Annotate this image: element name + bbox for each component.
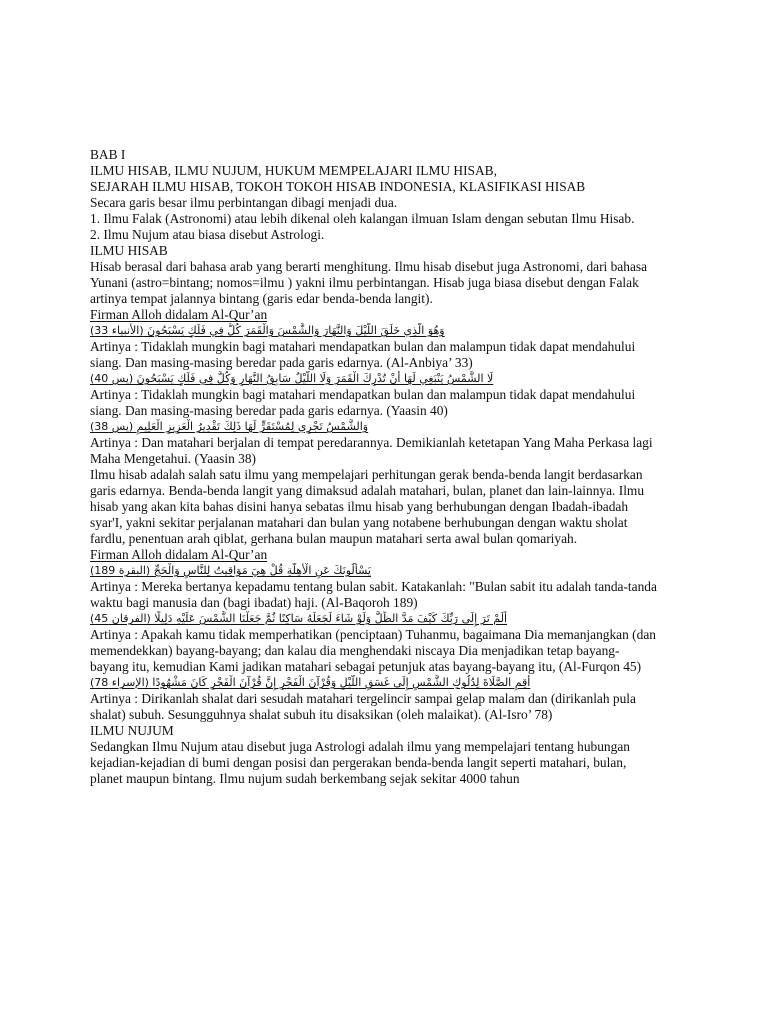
verse-translation: Artinya : Dirikanlah shalat dari sesudah matahari tergelincir sampai gelap malam dan (dirikanlah pula shalat) subuh. Sesungguhnya shalat subuh itu disaksikan (oleh malaikat). (Al-Isro’ 78) [90,691,636,722]
firman-heading: Firman Alloh didalam Al-Qur’an [90,307,268,322]
hisab-paragraph: Ilmu hisab adalah salah satu ilmu yang mempelajari perhitungan gerak benda-benda langit berdasarkan garis edarnya. Benda-benda langit yang dimaksud adalah matahari, bulan, planet dan lain-lainnya. Ilmu hisab yang akan kita bahas disini hanya sebatas ilmu hisab yang berhubungan dengan Ibadah-ibadah syar'I, yakni sekitar perjalanan matahari dan bulan yang notabene berhubungan dengan waktu sholat fardlu, penentuan arah qiblat, gerhana bulan maupun matahari serta awal bulan qomariyah. [90,467,645,546]
verse-translation: Artinya : Dan matahari berjalan di tempat peredarannya. Demikianlah ketetapan Yang Maha Perkasa lagi Maha Mengetahui. (Yaasin 38) [90,435,653,466]
chapter-title-line1: ILMU HISAB, ILMU NUJUM, HUKUM MEMPELAJARI ILMU HISAB, [90,163,497,178]
firman-heading: Firman Alloh didalam Al-Qur’an [90,547,268,562]
document-page [90,147,658,787]
intro-text: Secara garis besar ilmu perbintangan dibagi menjadi dua. [90,195,398,210]
section-heading-nujum: ILMU NUJUM [90,723,174,738]
arabic-verse: يَسْأَلُونَكَ عَنِ الْأَهِلَّةِ قُلْ هِيَ مَوَاقِيتُ لِلنَّاسِ وَالْحَجِّ (البقرة 189) [90,564,371,577]
verse-translation: Artinya : Apakah kamu tidak memperhatikan (penciptaan) Tuhanmu, bagaimana Dia memanjangkan (dan memendekkan) bayang-bayang; dan kalau dia menghendaki niscaya Dia menjadikan tetap bayang-bayang itu, kemudian Kami jadikan matahari sebagai petunjuk atas bayang-bayang itu, (Al-Furqon 45) [90,627,656,674]
chapter-label: BAB I [90,147,126,162]
hisab-definition: Hisab berasal dari bahasa arab yang berarti menghitung. Ilmu hisab disebut juga Astronomi, dari bahasa Yunani (astro=bintang; nomos=ilmu ) yakni ilmu perbintangan. Hisab juga biasa disebut dengan Falak artinya tempat jalannya bintang (garis edar benda-benda langit). [90,259,648,306]
section-heading-hisab: ILMU HISAB [90,243,168,258]
nujum-paragraph: Sedangkan Ilmu Nujum atau disebut juga Astrologi adalah ilmu yang mempelajari tentang hubungan kejadian-kejadian di bumi dengan posisi dan pergerakan benda-benda langit seperti matahari, bulan, planet maupun bintang. Ilmu nujum sudah berkembang sejak sekitar 4000 tahun [90,739,630,786]
list-item-nujum: 2. Ilmu Nujum atau biasa disebut Astrologi. [90,227,325,242]
verse-translation: Artinya : Tidaklah mungkin bagi matahari mendapatkan bulan dan malampun tidak dapat mendahului siang. Dan masing-masing beredar pada garis edarnya. (Yaasin 40) [90,387,636,418]
chapter-title-line2: SEJARAH ILMU HISAB, TOKOH TOKOH HISAB INDONESIA, KLASIFIKASI HISAB [90,179,586,194]
verse-translation: Artinya : Mereka bertanya kepadamu tentang bulan sabit. Katakanlah: "Bulan sabit itu adalah tanda-tanda waktu bagi manusia dan (bagi ibadat) haji. (Al-Baqoroh 189) [90,579,657,610]
arabic-verse: لَا الشَّمْسُ يَنْبَغِي لَهَا أَنْ تُدْرِكَ الْقَمَرَ وَلَا اللَّيْلُ سَابِقُ النَّهَارِ وَكُلٌّ فِي فَلَكٍ يَسْبَحُونَ (يس 40) [90,372,494,385]
arabic-verse: أَقِمِ الصَّلَاةَ لِدُلُوكِ الشَّمْسِ إِلَى غَسَقِ اللَّيْلِ وَقُرْآنَ الْفَجْرِ إِنَّ قُرْآنَ الْفَجْرِ كَانَ مَشْهُودًا (الإسراء 78) [90,676,531,689]
arabic-verse: وَالشَّمْسُ تَجْرِي لِمُسْتَقَرٍّ لَهَا ذَلِكَ تَقْدِيرُ الْعَزِيزِ الْعَلِيمِ (يس 38) [90,420,369,433]
verse-translation: Artinya : Tidaklah mungkin bagi matahari mendapatkan bulan dan malampun tidak dapat mendahului siang. Dan masing-masing beredar pada garis edarnya. (Al-Anbiya’ 33) [90,339,636,370]
arabic-verse: أَلَمْ تَرَ إِلَى رَبِّكَ كَيْفَ مَدَّ الظِّلَّ وَلَوْ شَاءَ لَجَعَلَهُ سَاكِنًا ثُمَّ جَعَلْنَا الشَّمْسَ عَلَيْهِ دَلِيلًا (الفرقان 45) [90,612,508,625]
arabic-verse: وَهُوَ الَّذِي خَلَقَ اللَّيْلَ وَالنَّهَارَ وَالشَّمْسَ وَالْقَمَرَ كُلٌّ فِي فَلَكٍ يَسْبَحُونَ (الأنبياء 33) [90,324,445,337]
list-item-falak: 1. Ilmu Falak (Astronomi) atau lebih dikenal oleh kalangan ilmuan Islam dengan sebutan Ilmu Hisab. [90,211,635,226]
